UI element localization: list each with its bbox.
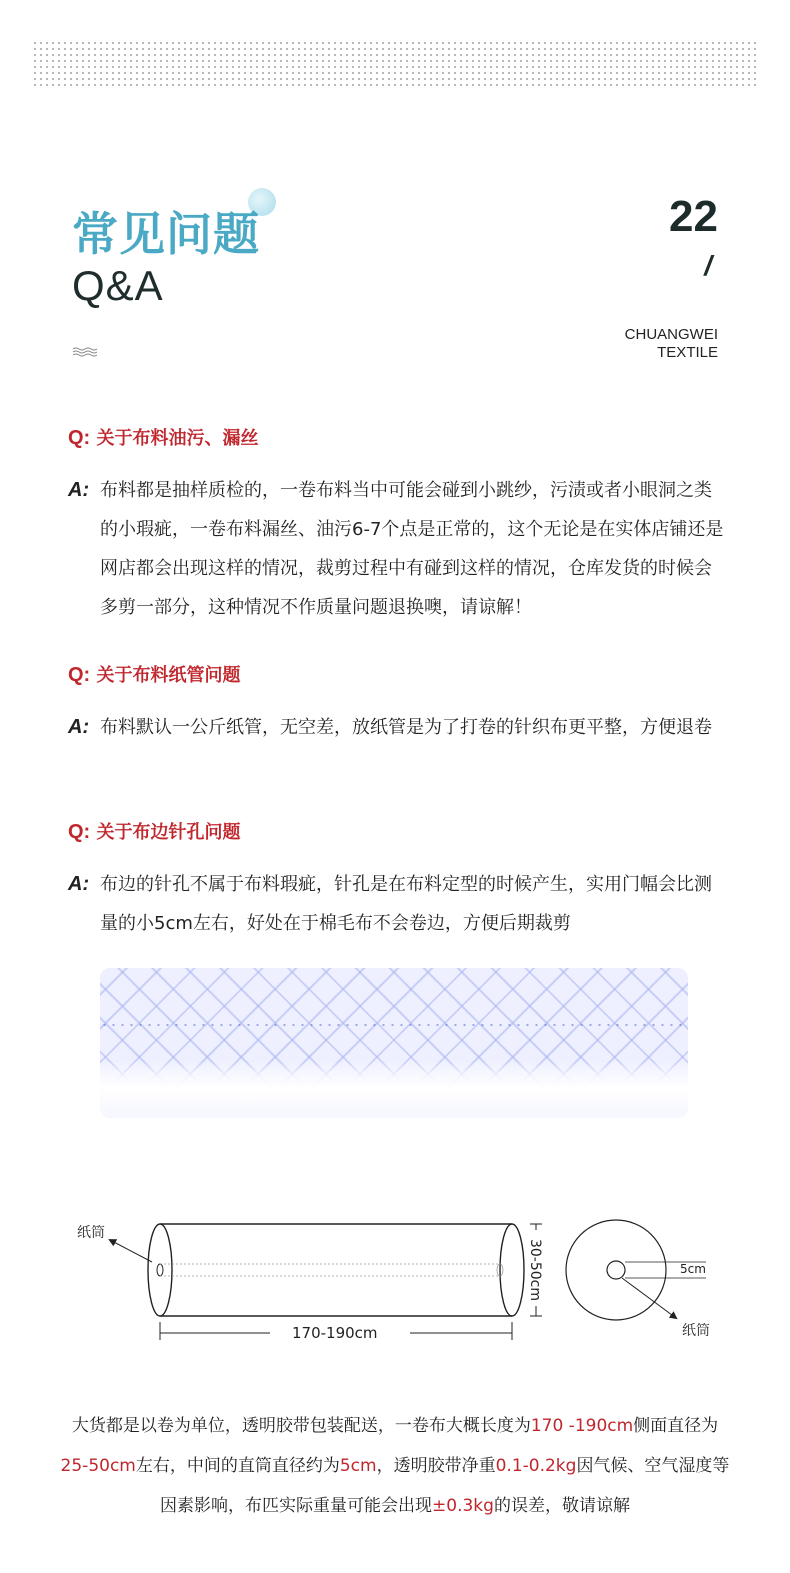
answer-row (68, 708, 728, 747)
answer-text: 布料都是抽样质检的，一卷布料当中可能会碰到小跳纱，污渍或者小眼洞之类的小瑕疵，一卷布料漏丝、油污6-7个点是正常的，这个无论是在实体店铺还是网店都会出现这样的情况，裁剪过程中有碰到这样的情况，仓库发货的时候会多剪一部分，这种情况不作质量问题退换噢，请谅解！ (100, 480, 724, 618)
dot-pattern-banner (32, 40, 760, 88)
roll-left-end (148, 1224, 172, 1316)
answer-text: 布边的针孔不属于布料瑕疵，针孔是在布料定型的时候产生，实用门幅会比测量的小5cm左右，好处在于棉毛布不会卷边，方便后期裁剪 (100, 874, 712, 934)
note-highlight: 0.1-0.2kg (495, 1456, 577, 1476)
q-letter: Q: (68, 664, 91, 686)
wave-icon (72, 346, 98, 358)
note-highlight: 5cm (339, 1456, 377, 1476)
q-letter: Q: (68, 821, 91, 843)
question-text: 关于布料纸管问题 (96, 665, 241, 686)
tube-arrow-left (110, 1240, 152, 1262)
question-text: 关于布料油污、漏丝 (96, 428, 259, 449)
answer-text: 布料默认一公斤纸管，无空差，放纸管是为了打卷的针织布更平整，方便退卷 (100, 717, 712, 738)
note-highlight: 170 -190cm (530, 1416, 634, 1436)
page-number: 22 (669, 192, 718, 241)
brand-line-2: TEXTILE (657, 344, 718, 361)
qa-item-1 (68, 426, 728, 627)
roll-right-end (500, 1224, 524, 1316)
a-letter: A: (68, 479, 90, 501)
qa-item-3 (68, 820, 728, 943)
shipping-note (60, 1406, 730, 1526)
roll-diagram-svg (60, 1200, 740, 1360)
question-row (68, 426, 728, 451)
a-letter: A: (68, 716, 90, 738)
note-text: 侧面直径为 (633, 1416, 719, 1436)
note-text: 的误差，敬请谅解 (493, 1496, 630, 1516)
fabric-roll-diagram (60, 1200, 740, 1360)
page-slash: / (704, 250, 712, 281)
answer-row (68, 471, 728, 627)
question-text: 关于布边针孔问题 (96, 822, 241, 843)
page-subtitle: Q&A (72, 262, 164, 309)
note-highlight: 25-50cm (60, 1456, 136, 1476)
question-row (68, 820, 728, 845)
tube-label-left: 纸筒 (77, 1225, 105, 1241)
roll-body-lines (160, 1224, 512, 1316)
page-title: 常见问题 (72, 207, 260, 261)
qa-item-2 (68, 663, 728, 747)
question-row (68, 663, 728, 688)
note-text: 大货都是以卷为单位，透明胶带包装配送，一卷布大概长度为 (71, 1416, 531, 1436)
note-text: 因气候、空气湿度等因素影响，布匹实际重量可能会出现 (160, 1456, 730, 1516)
q-letter: Q: (68, 427, 91, 449)
brand-name (625, 326, 718, 362)
length-label: 170-190cm (292, 1324, 378, 1342)
a-letter: A: (68, 873, 90, 895)
core-end-view (607, 1261, 625, 1279)
core-size-label: 5cm (680, 1262, 706, 1276)
brand-line-1: CHUANGWEI (624, 326, 718, 343)
diameter-label: 30-50cm (527, 1238, 544, 1302)
fabric-edge-photo (100, 968, 688, 1118)
note-text: 左右，中间的直筒直径约为 (135, 1456, 340, 1476)
note-highlight: ±0.3kg (432, 1496, 494, 1516)
answer-row (68, 865, 728, 943)
tube-label-right: 纸筒 (682, 1323, 710, 1339)
note-text: ，透明胶带净重 (376, 1456, 496, 1476)
needle-hole-line (100, 1022, 688, 1028)
